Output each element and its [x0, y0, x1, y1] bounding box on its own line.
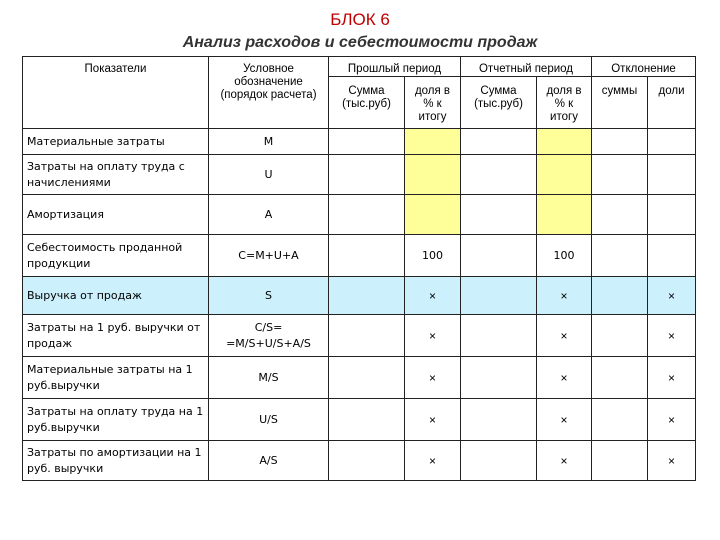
row-label: Материальные затраты — [23, 129, 209, 155]
dev-sum-cell — [592, 277, 648, 315]
cur-sum-cell — [461, 315, 537, 357]
prev-share-cell: × — [405, 441, 461, 481]
table-row — [23, 441, 696, 481]
row-code: C=M+U+A — [209, 235, 329, 277]
cur-share-cell: × — [537, 357, 592, 399]
dev-sum-cell — [592, 357, 648, 399]
header-previous-period: Прошлый период — [329, 57, 461, 77]
cur-sum-cell — [461, 399, 537, 441]
cur-share-cell: 100 — [537, 235, 592, 277]
dev-sum-cell — [592, 441, 648, 481]
row-label: Затраты на оплату труда с начислениями — [23, 155, 209, 195]
header-row-1 — [23, 57, 696, 77]
prev-sum-cell — [329, 399, 405, 441]
prev-share-cell — [405, 155, 461, 195]
row-code: S — [209, 277, 329, 315]
dev-sum-cell — [592, 399, 648, 441]
dev-share-cell: × — [648, 441, 696, 481]
dev-share-cell: × — [648, 315, 696, 357]
cur-sum-cell — [461, 195, 537, 235]
header-prev-sum: Сумма (тыс.руб) — [329, 77, 405, 129]
dev-sum-cell — [592, 155, 648, 195]
dev-share-cell: × — [648, 357, 696, 399]
table-row — [23, 195, 696, 235]
prev-share-cell — [405, 129, 461, 155]
row-code: U/S — [209, 399, 329, 441]
prev-sum-cell — [329, 195, 405, 235]
dev-share-cell: × — [648, 277, 696, 315]
header-cur-share: доля в % к итогу — [537, 77, 592, 129]
row-code: U — [209, 155, 329, 195]
dev-share-cell: × — [648, 399, 696, 441]
row-label: Амортизация — [23, 195, 209, 235]
header-designation: Условное обозначение (порядок расчета) — [209, 57, 329, 129]
table-row — [23, 315, 696, 357]
row-code: C/S= =M/S+U/S+A/S — [209, 315, 329, 357]
prev-sum-cell — [329, 155, 405, 195]
header-prev-share: доля в % к итогу — [405, 77, 461, 129]
header-cur-sum: Сумма (тыс.руб) — [461, 77, 537, 129]
table-row — [23, 235, 696, 277]
header-indicators: Показатели — [23, 57, 209, 129]
table-row — [23, 357, 696, 399]
cur-sum-cell — [461, 129, 537, 155]
table-row-revenue — [23, 277, 696, 315]
cur-share-cell: × — [537, 315, 592, 357]
dev-sum-cell — [592, 235, 648, 277]
prev-sum-cell — [329, 441, 405, 481]
prev-share-cell: × — [405, 399, 461, 441]
header-dev-sum: суммы — [592, 77, 648, 129]
header-dev-share: доли — [648, 77, 696, 129]
cur-share-cell: × — [537, 277, 592, 315]
block-title: БЛОК 6 — [330, 10, 390, 29]
cur-share-cell — [537, 155, 592, 195]
row-label: Выручка от продаж — [23, 277, 209, 315]
dev-share-cell — [648, 235, 696, 277]
dev-share-cell — [648, 155, 696, 195]
row-code: M/S — [209, 357, 329, 399]
dev-share-cell — [648, 129, 696, 155]
dev-sum-cell — [592, 315, 648, 357]
prev-share-cell: × — [405, 315, 461, 357]
header-deviation: Отклонение — [592, 57, 696, 77]
cur-sum-cell — [461, 155, 537, 195]
cur-share-cell — [537, 195, 592, 235]
row-label: Материальные затраты на 1 руб.выручки — [23, 357, 209, 399]
cur-share-cell: × — [537, 399, 592, 441]
cur-sum-cell — [461, 441, 537, 481]
cur-sum-cell — [461, 235, 537, 277]
prev-sum-cell — [329, 277, 405, 315]
cur-share-cell: × — [537, 441, 592, 481]
row-label: Затраты на оплату труда на 1 руб.выручки — [23, 399, 209, 441]
prev-share-cell: × — [405, 277, 461, 315]
dev-share-cell — [648, 195, 696, 235]
cur-sum-cell — [461, 357, 537, 399]
prev-share-cell: 100 — [405, 235, 461, 277]
dev-sum-cell — [592, 129, 648, 155]
cur-share-cell — [537, 129, 592, 155]
table-row — [23, 129, 696, 155]
dev-sum-cell — [592, 195, 648, 235]
table-row — [23, 399, 696, 441]
cur-sum-cell — [461, 277, 537, 315]
row-code: M — [209, 129, 329, 155]
header-current-period: Отчетный период — [461, 57, 592, 77]
prev-share-cell — [405, 195, 461, 235]
table-row — [23, 155, 696, 195]
row-label: Затраты на 1 руб. выручки от продаж — [23, 315, 209, 357]
prev-sum-cell — [329, 315, 405, 357]
row-label: Себестоимость проданной продукции — [23, 235, 209, 277]
cost-analysis-table — [22, 56, 696, 481]
row-code: A — [209, 195, 329, 235]
prev-sum-cell — [329, 129, 405, 155]
block-subtitle: Анализ расходов и себестоимости продаж — [182, 34, 538, 51]
prev-sum-cell — [329, 357, 405, 399]
row-code: A/S — [209, 441, 329, 481]
prev-sum-cell — [329, 235, 405, 277]
row-label: Затраты по амортизации на 1 руб. выручки — [23, 441, 209, 481]
prev-share-cell: × — [405, 357, 461, 399]
